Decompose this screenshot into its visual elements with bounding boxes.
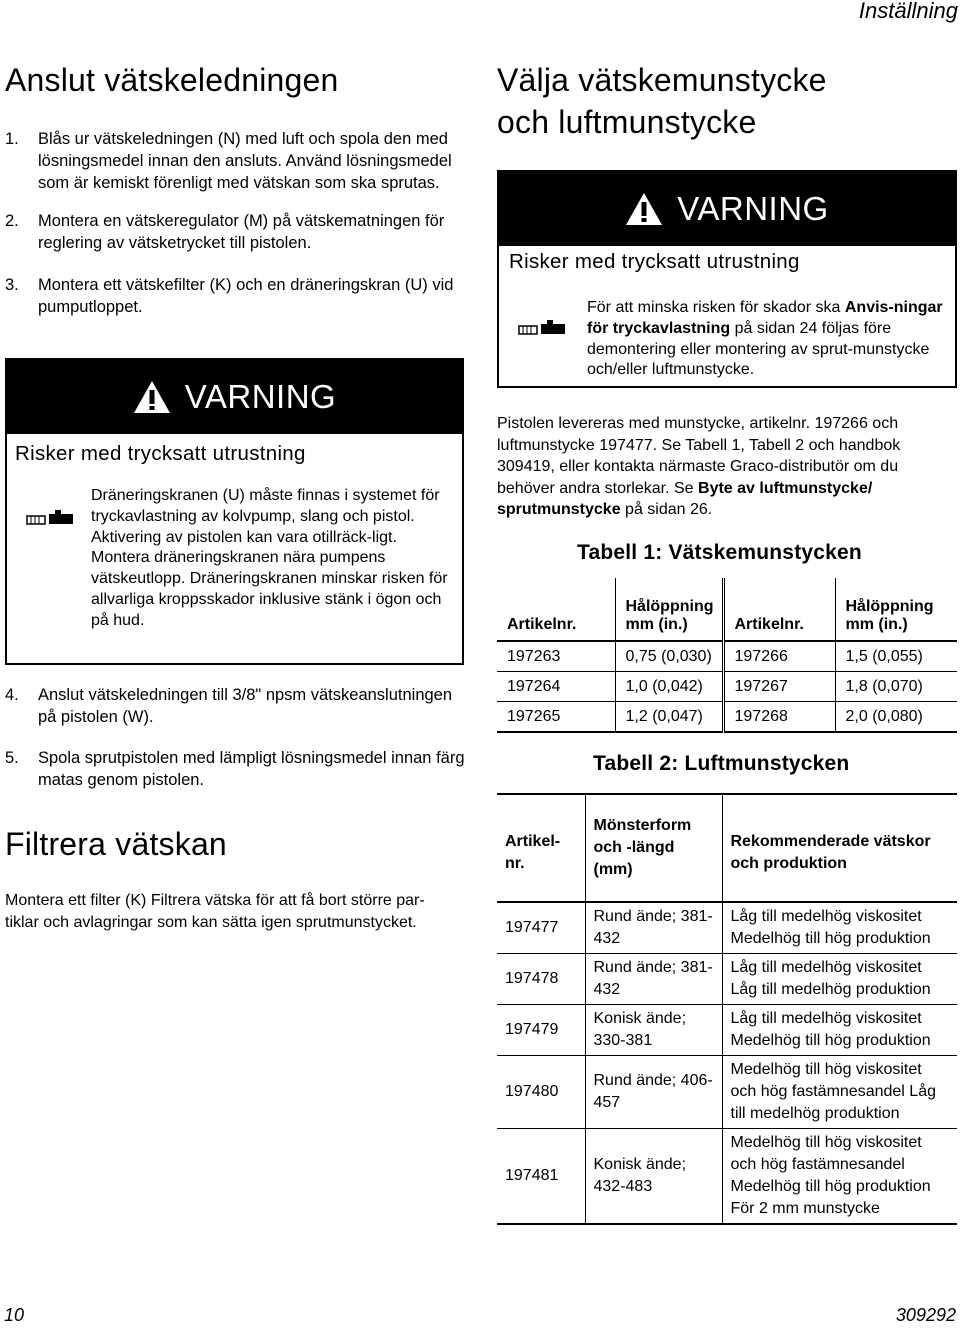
section-header: Inställning	[858, 0, 958, 23]
table-header-row	[497, 578, 957, 641]
table-cell: 197268	[723, 702, 835, 733]
step-number: 2.	[5, 212, 19, 230]
section-title-nozzles-1: Välja vätskemunstycke	[497, 62, 827, 98]
table-row	[497, 1056, 957, 1129]
table-header: Rekommenderade vätskor och produktion	[730, 833, 931, 872]
step-5	[5, 747, 465, 791]
document-number: 309292	[895, 1305, 956, 1325]
step-number: 1.	[5, 130, 19, 148]
spray-gun-icon	[25, 510, 75, 530]
table-header: Artikel-nr.	[497, 794, 585, 902]
spray-gun-icon	[517, 320, 567, 340]
warning-subtitle: Risker med trycksatt utrustning	[15, 442, 306, 465]
table-header: Mönsterform och -längd (mm)	[585, 794, 722, 902]
warning-banner	[7, 360, 462, 434]
step-text: Spola sprutpistolen med lämpligt lösningsmedel innan färg matas genom pistolen.	[38, 749, 465, 789]
warning-box-right	[497, 170, 957, 388]
air-cap-table	[497, 793, 957, 1225]
table-cell: 197263	[497, 641, 615, 672]
table-row	[497, 672, 957, 702]
table-row	[497, 902, 957, 954]
page-title: Anslut vätskeledningen	[5, 62, 339, 98]
table-cell: 0,75 (0,030)	[615, 641, 723, 672]
warning-banner	[499, 172, 955, 246]
warning-text-post: på sidan 24 följas före demontering eller montering av sprut-munstycke och/eller luftmunstycke.	[587, 319, 930, 379]
table-cell: Rund ände; 381-432	[585, 902, 722, 954]
step-text: Montera ett vätskefilter (K) och en dräneringskran (U) vid pumputloppet.	[38, 276, 454, 316]
step-number: 4.	[5, 686, 19, 704]
table-row	[497, 641, 957, 672]
table-cell: Rund ände; 406-457	[585, 1056, 722, 1129]
table-cell: Rund ände; 381-432	[585, 954, 722, 1005]
table-row	[497, 1129, 957, 1225]
table-cell: Låg till medelhög viskositet Låg till medelhög produktion	[730, 959, 931, 998]
warning-text: Dräneringskranen (U) måste finnas i systemet för tryckavlastning av kolvpump, slang och pistol. Aktivering av pistolen kan vara otillräck-ligt. Montera dräneringskranen nära pumpens vätskeutlopp. Dräneringskranen minskar risken för allvarliga kroppsskador inklusive stänk i ögon och på hud.	[91, 487, 448, 629]
intro-pre: Pistolen levereras med munstycke, artikelnr. 197266 och luftmunstycke 197477. Se Tabell 1, Tabell 2 och handbok 309419, eller kontakta närmaste Graco-distributör om du behöver andra storlekar. Se	[497, 415, 901, 497]
step-text: Anslut vätskeledningen till 3/8" npsm vätskeanslutningen på pistolen (W).	[38, 686, 453, 726]
step-2	[5, 210, 465, 254]
step-4	[5, 684, 465, 728]
warning-text-pre: För att minska risken för skador ska	[587, 299, 845, 316]
table-cell: 197478	[497, 954, 585, 1005]
table-header-row	[497, 794, 957, 902]
table-cell: 1,8 (0,070)	[845, 677, 923, 695]
table-cell: Låg till medelhög viskositet Medelhög till hög produktion	[730, 908, 931, 947]
table-cell: 1,5 (0,055)	[845, 647, 923, 665]
table-cell: 197265	[497, 702, 615, 733]
warning-box-left	[5, 358, 464, 665]
warning-label: VARNING	[677, 190, 829, 227]
table-cell: 1,0 (0,042)	[615, 672, 723, 702]
table-cell: 197477	[497, 902, 585, 954]
page-number: 10	[4, 1305, 25, 1325]
intro-post: på sidan 26.	[620, 501, 713, 518]
step-text: Blås ur vätskeledningen (N) med luft och spola den med lösningsmedel innan den ansluts. Använd lösningsmedel som är kemiskt förenligt med vätskan som ska sprutas.	[38, 130, 452, 192]
intro-paragraph	[497, 413, 937, 521]
table2-caption: Tabell 2: Luftmunstycken	[593, 752, 850, 775]
pressure-relief-link[interactable]: Anvis-ningar för tryckavlastning	[587, 299, 943, 337]
table-cell: 197480	[497, 1056, 585, 1129]
table-cell: Låg till medelhög viskositet Medelhög till hög produktion	[730, 1010, 931, 1049]
fluid-nozzle-table	[497, 578, 957, 733]
table-header: Hålöppning mm (in.)	[615, 578, 723, 641]
table-header: Artikelnr.	[497, 578, 615, 641]
warning-triangle-icon	[625, 192, 663, 226]
step-text: Montera en vätskeregulator (M) på vätskematningen för reglering av vätsketrycket till pistolen.	[38, 212, 445, 252]
warning-text	[587, 298, 947, 381]
table-cell: 197267	[723, 672, 835, 702]
table-cell: Medelhög till hög viskositet och hög fastämnesandel Medelhög till hög produktion För 2 mm munstycke	[730, 1134, 931, 1217]
section-title-filter: Filtrera vätskan	[5, 826, 227, 862]
table-cell: 1,2 (0,047)	[615, 702, 723, 733]
step-1	[5, 128, 465, 194]
table-header: Artikelnr.	[723, 578, 835, 641]
filter-paragraph: Montera ett filter (K) Filtrera vätska för att få bort större par-tiklar och avlagringar som kan sätta igen sprutmunstycket.	[5, 892, 425, 931]
warning-triangle-icon	[133, 380, 171, 414]
step-number: 5.	[5, 749, 19, 767]
step-number: 3.	[5, 276, 19, 294]
table-cell: 197266	[723, 641, 835, 672]
table-cell: Medelhög till hög viskositet och hög fastämnesandel Låg till medelhög produktion	[730, 1061, 936, 1122]
table1-caption: Tabell 1: Vätskemunstycken	[577, 541, 862, 564]
table-cell: 197264	[497, 672, 615, 702]
warning-label: VARNING	[184, 378, 337, 415]
table-cell: Konisk ände; 330-381	[585, 1005, 722, 1056]
table-header: Hålöppning mm (in.)	[845, 598, 934, 633]
table-cell: 2,0 (0,080)	[845, 707, 923, 725]
table-row	[497, 702, 957, 733]
table-row	[497, 1005, 957, 1056]
step-3	[5, 274, 465, 318]
table-row	[497, 954, 957, 1005]
table-cell: 197479	[497, 1005, 585, 1056]
warning-subtitle: Risker med trycksatt utrustning	[509, 250, 800, 273]
table-cell: Konisk ände; 432-483	[585, 1129, 722, 1225]
table-cell: 197481	[497, 1129, 585, 1225]
replace-nozzle-link[interactable]: Byte av luftmunstycke/ sprutmunstycke	[497, 479, 873, 518]
section-title-nozzles-2: och luftmunstycke	[497, 104, 757, 140]
